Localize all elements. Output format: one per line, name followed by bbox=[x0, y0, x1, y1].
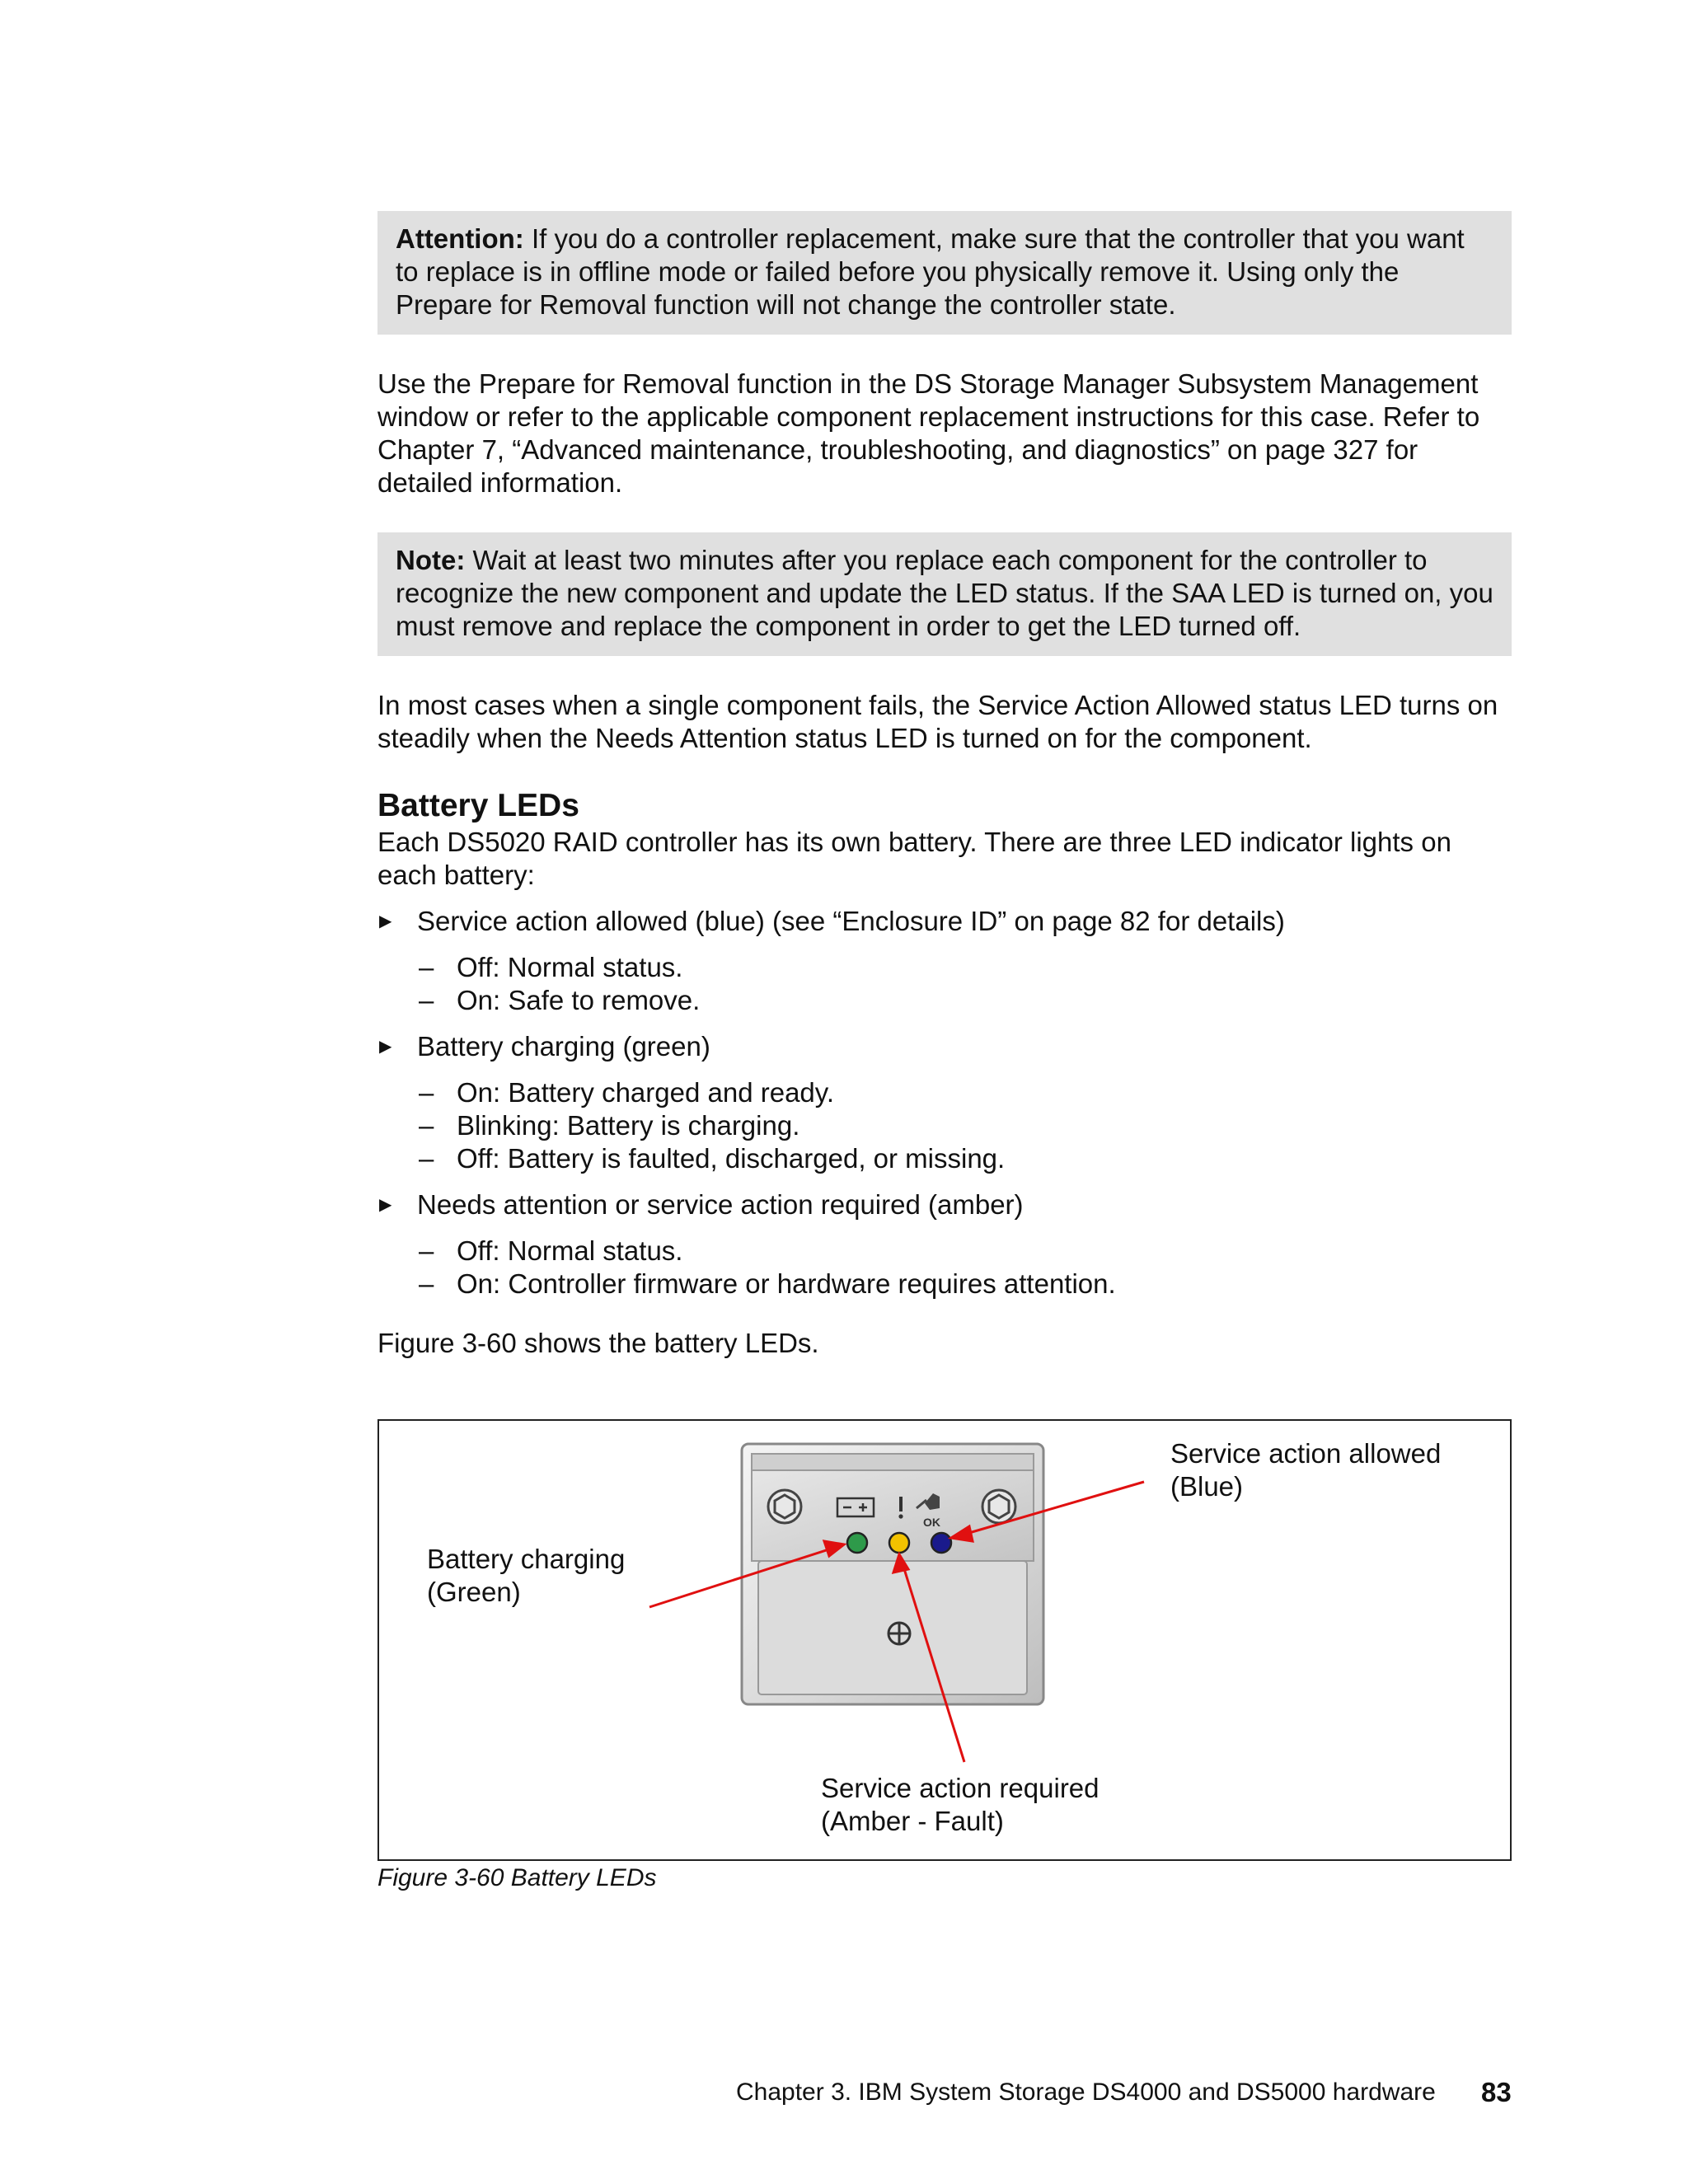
led-green bbox=[847, 1533, 867, 1553]
page-number: 83 bbox=[1481, 2077, 1512, 2107]
sub-list-item: – Off: Normal status. bbox=[419, 952, 683, 982]
attention-label: Attention: bbox=[396, 223, 524, 254]
sub-list-item: – On: Battery charged and ready. bbox=[419, 1077, 834, 1108]
attention-box bbox=[377, 211, 1512, 335]
paragraph-single-failure: In most cases when a single component fails, the Service Action Allowed status LED turns on steadily when the Needs Attention status LED is turned on for the component. bbox=[377, 690, 1498, 753]
list-item: ▶ Needs attention or service action required (amber) bbox=[379, 1189, 1024, 1220]
paragraph-prepare-removal: Use the Prepare for Removal function in the DS Storage Manager Subsystem Management window or refer to the applicable component replacement instructions for this case. Refer to Chapter 7, “Advanced maintenance, troubleshooting, and diagnostics” on page 327 for detailed information. bbox=[377, 368, 1480, 498]
label-battery-charging: Battery charging (Green) bbox=[427, 1544, 626, 1607]
footer-chapter: Chapter 3. IBM System Storage DS4000 and DS5000 hardware bbox=[736, 2079, 1436, 2106]
sub-list-item: – On: Controller firmware or hardware requires attention. bbox=[419, 1268, 1116, 1299]
led-amber bbox=[889, 1533, 909, 1553]
attention-text: If you do a controller replacement, make sure that the controller that you want to replace is in offline mode or failed before you physically remove it. Using only the Prepare for Removal function will not change the controller state. bbox=[396, 223, 1465, 320]
figure-battery-leds bbox=[377, 1419, 1512, 1861]
screw-icon bbox=[982, 1490, 1015, 1523]
sub-list-item: – On: Safe to remove. bbox=[419, 985, 701, 1015]
list-item: ▶ Service action allowed (blue) (see “Enclosure ID” on page 82 for details) bbox=[379, 906, 1285, 936]
note-text: Wait at least two minutes after you replace each component for the controller to recognize the new component and update the LED status. If the SAA LED is turned on, you must remove and replace the component in order to get the LED turned off. bbox=[396, 545, 1493, 641]
screw-icon bbox=[768, 1490, 801, 1523]
section-heading: Battery LEDs bbox=[377, 788, 579, 823]
sub-list-item: – Off: Normal status. bbox=[419, 1235, 683, 1266]
led-blue bbox=[931, 1533, 951, 1553]
triangle-bullet-icon: ▶ bbox=[379, 1038, 392, 1056]
triangle-bullet-icon: ▶ bbox=[379, 912, 392, 930]
section-intro: Each DS5020 RAID controller has its own battery. There are three LED indicator lights on each battery: bbox=[377, 827, 1451, 890]
label-service-action-required: Service action required (Amber - Fault) bbox=[821, 1773, 1100, 1836]
page-content bbox=[377, 211, 1512, 1360]
sub-list-item: – Blinking: Battery is charging. bbox=[419, 1110, 800, 1141]
figure-caption: Figure 3-60 Battery LEDs bbox=[377, 1864, 657, 1891]
warning-exclamation-icon bbox=[898, 1497, 903, 1519]
figure-reference: Figure 3-60 shows the battery LEDs. bbox=[377, 1328, 819, 1358]
list-item: ▶ Battery charging (green) bbox=[379, 1031, 710, 1062]
note-box bbox=[377, 532, 1512, 656]
label-service-action-allowed: Service action allowed (Blue) bbox=[1170, 1438, 1442, 1502]
note-label: Note: bbox=[396, 545, 466, 575]
svg-text:OK: OK bbox=[923, 1516, 940, 1529]
triangle-bullet-icon: ▶ bbox=[379, 1196, 392, 1214]
sub-list-item: – Off: Battery is faulted, discharged, or missing. bbox=[419, 1143, 1006, 1174]
plus-circle-icon bbox=[889, 1623, 910, 1644]
